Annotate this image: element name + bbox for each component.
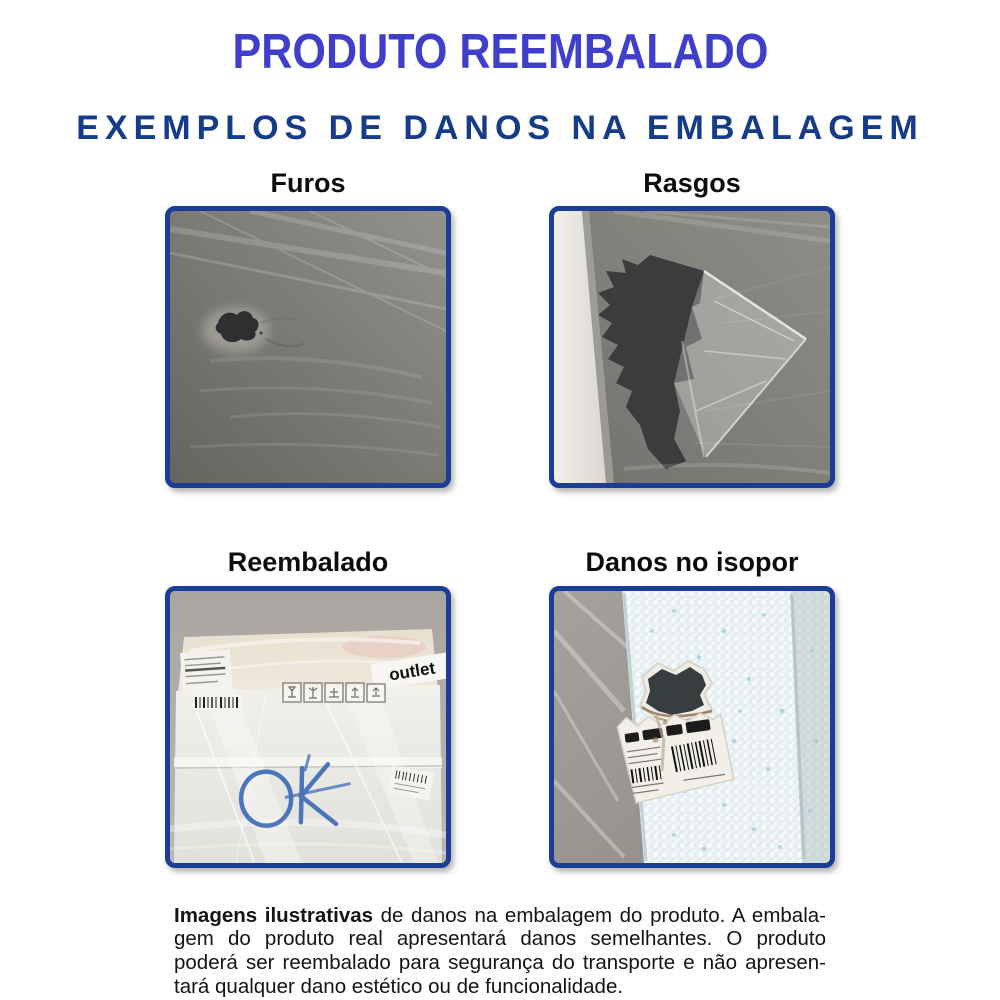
example-label-danos-isopor: Danos no isopor (585, 547, 799, 578)
reembalado-photo-frame (165, 586, 451, 868)
reembalado-photo (170, 591, 446, 863)
page-subtitle: EXEMPLOS DE DANOS NA EMBALAGEM (76, 109, 924, 147)
barcode (192, 695, 242, 710)
rasgos-photo-frame (549, 206, 835, 488)
page-title: PRODUTO REEMBALADO (232, 25, 768, 79)
disclaimer-line-2: gem do produto real apresentará danos semelhantes. O produto (174, 927, 826, 951)
disclaimer-line-1: Imagens ilustrativas de danos na embalagem do produto. A embala- (174, 903, 826, 927)
furos-photo (170, 211, 446, 483)
example-label-furos: Furos (270, 168, 346, 198)
rasgos-photo (554, 211, 830, 483)
handling-pictograms-icon (283, 683, 385, 702)
example-danos-isopor (549, 546, 835, 867)
example-label-reembalado: Reembalado (227, 547, 389, 578)
shipping-label (180, 649, 233, 694)
damage-examples-grid (0, 167, 1000, 868)
example-label-rasgos: Rasgos (643, 168, 741, 198)
danos-isopor-photo (554, 591, 830, 863)
disclaimer-text (174, 904, 826, 998)
disclaimer-line-3: poderá ser reembalado para segurança do transporte e não apresen- (174, 950, 826, 974)
example-furos (165, 167, 451, 488)
furos-photo-frame (165, 206, 451, 488)
repackaged-product-infographic (0, 25, 1000, 1000)
example-rasgos (549, 167, 835, 488)
svg-text:outlet: outlet (387, 658, 437, 685)
disclaimer-line-4: tará qualquer dano estético ou de funcionalidade. (174, 974, 624, 998)
danos-isopor-photo-frame (549, 586, 835, 868)
example-reembalado (165, 546, 451, 867)
